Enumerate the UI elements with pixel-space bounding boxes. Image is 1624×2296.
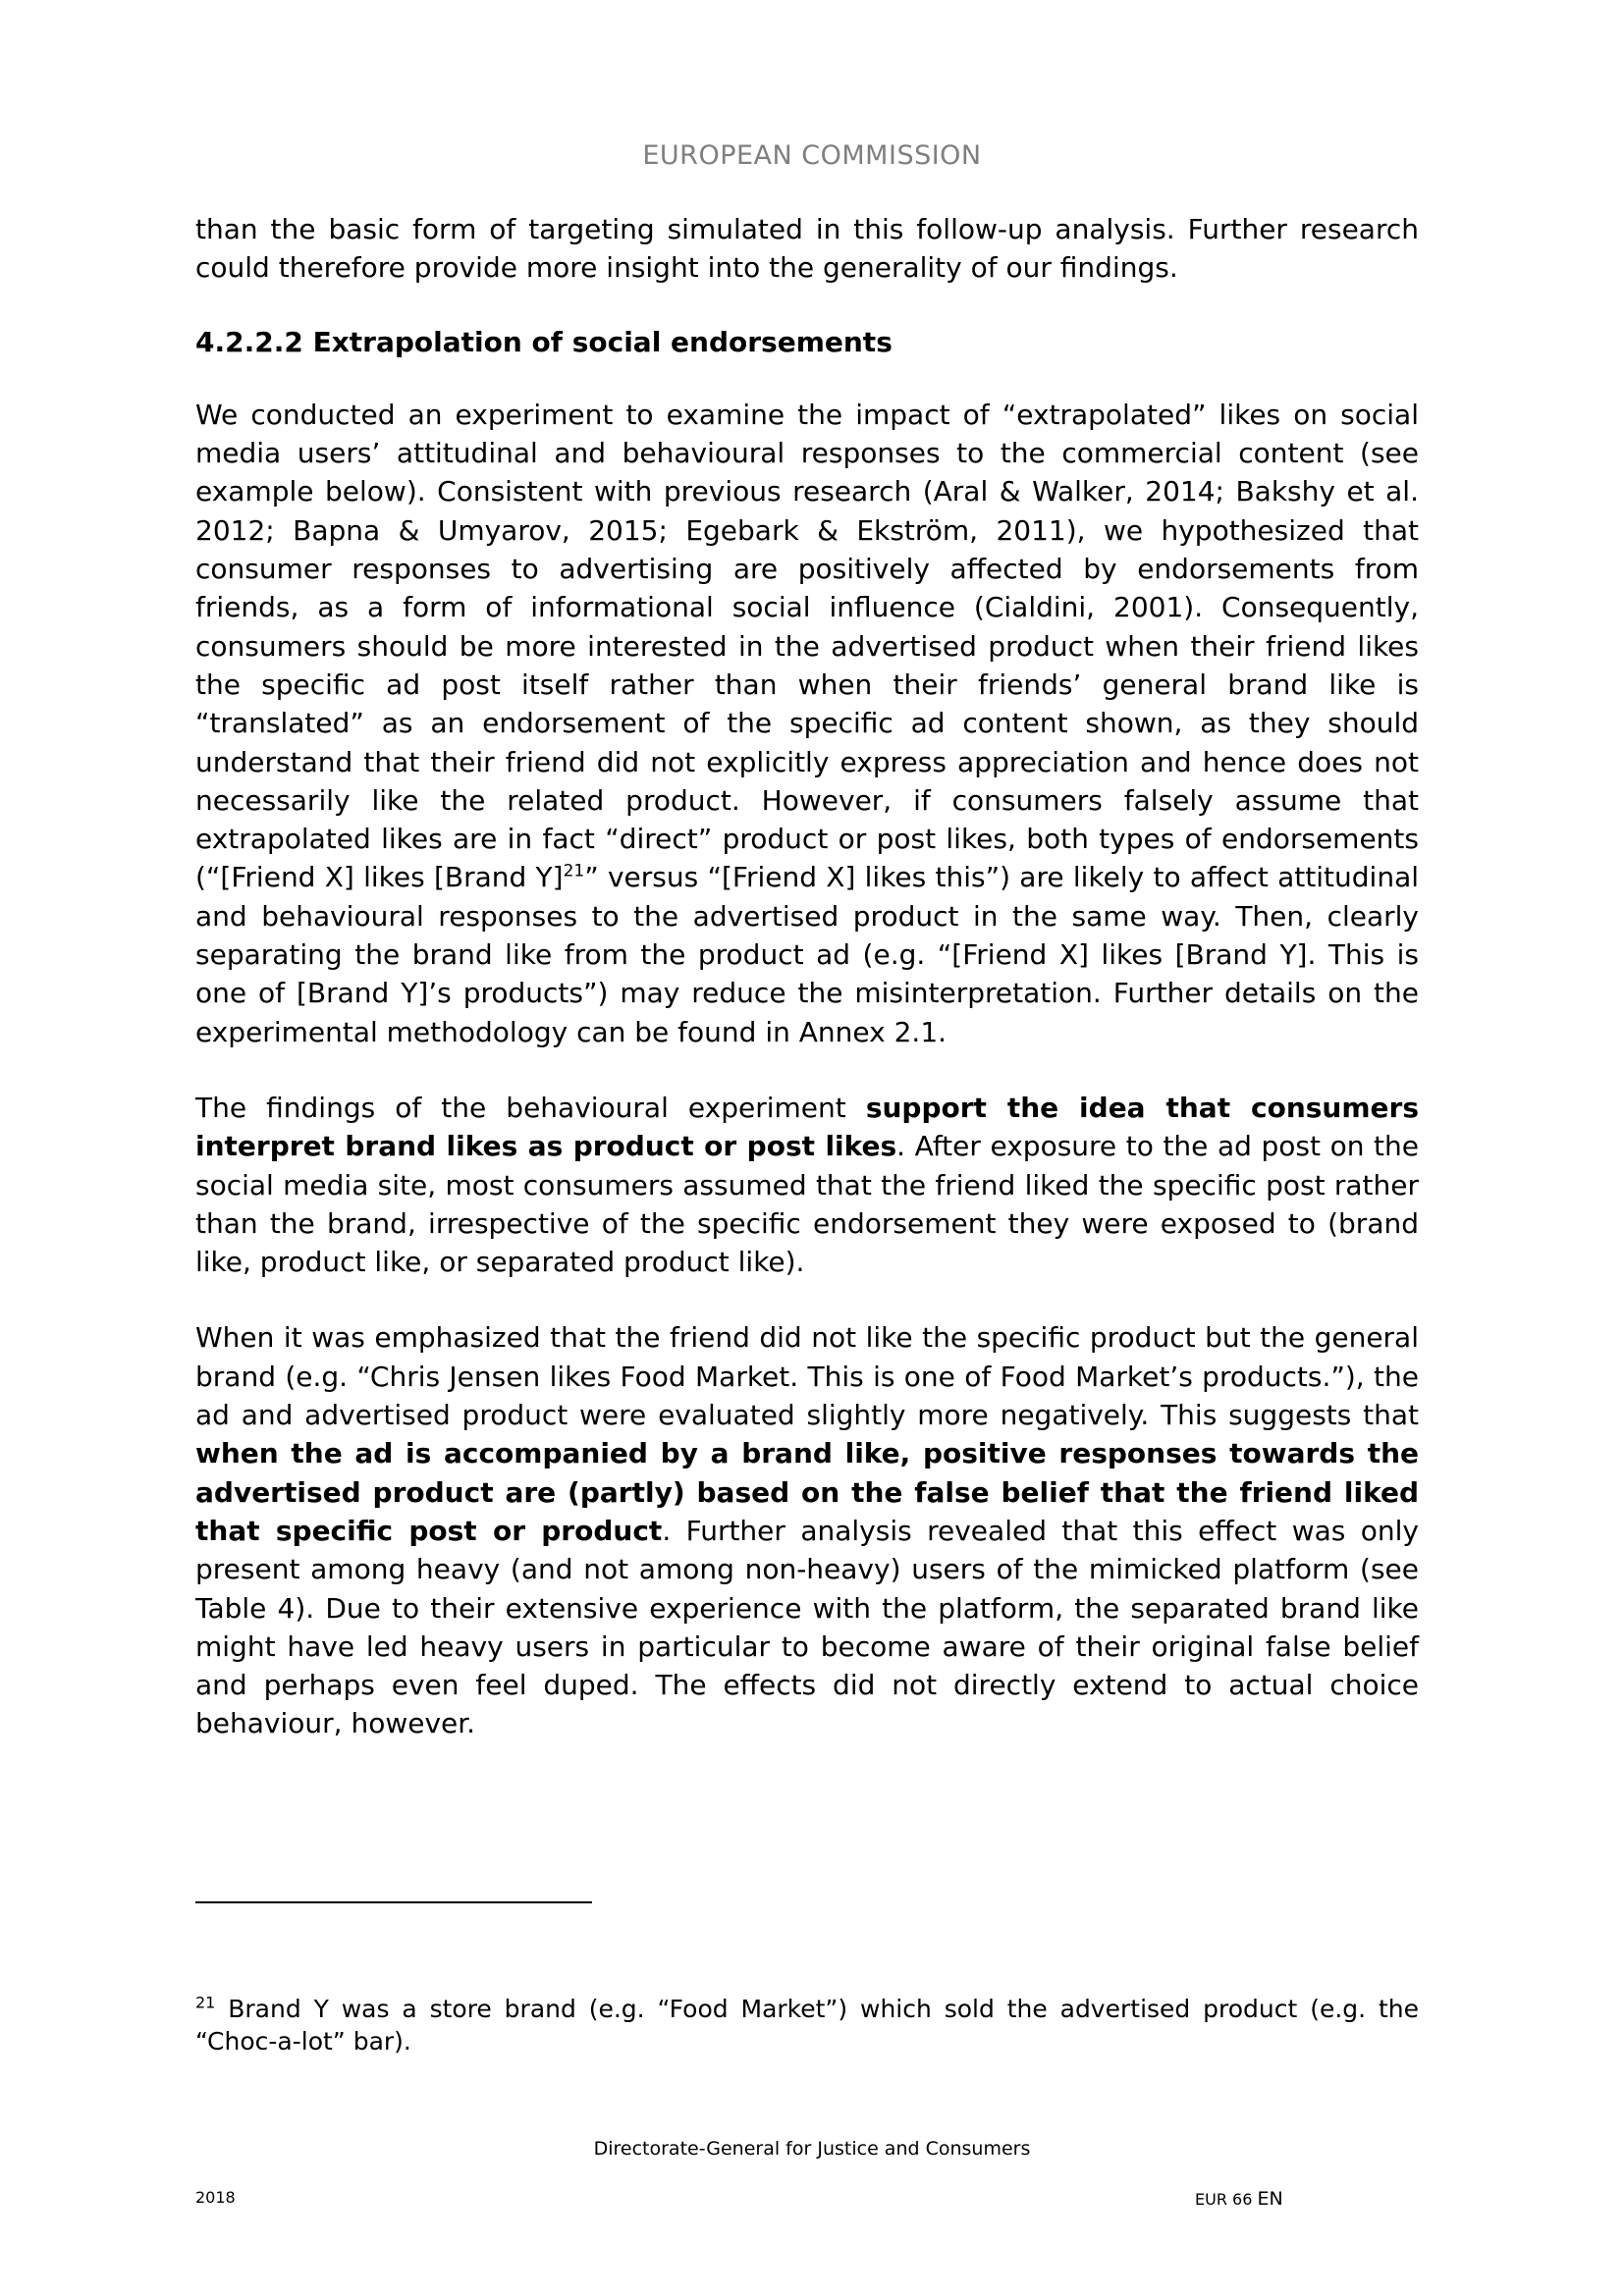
- paragraph-findings: [195, 1089, 1419, 1281]
- paragraph-brand-like: [195, 1318, 1419, 1742]
- paragraph-hypothesis: [195, 396, 1419, 1051]
- paragraph-text: We conducted an experiment to examine the impact of “extrapolated” likes on social media users’ attitudinal and behavioural responses to the commercial content (see example below). Consistent with previous research (Aral & Walker, 2014; Bakshy et al. 2012; Bapna & Umyarov, 2015; Egebark & Ekström, 2011), we hypothesized that consumer responses to advertising are positively affected by endorsements from friends, as a form of informational social influence (Cialdini, 2001). Consequently, consumers should be more interested in the advertised product when their friend likes the specific ad post itself rather than when their friends’ general brand like is “translated” as an endorsement of the specific ad content shown, as they should understand that their friend did not explicitly express appreciation and hence does not necessarily like the related product. However, if consumers falsely assume that extrapolated likes are in fact “direct” product or post likes, both types of endorsements (“[Friend X] likes [Brand Y]: [195, 398, 1419, 894]
- footer-code: [1195, 2188, 1283, 2210]
- paragraph-text: When it was emphasized that the friend did not like the specific product but the general brand (e.g. “Chris Jensen likes Food Market. This is one of Food Market’s products.”), the ad and advertised product were evaluated slightly more negatively. This suggests that: [195, 1321, 1419, 1432]
- footer-lang: EN: [1257, 2188, 1283, 2210]
- page-header: EUROPEAN COMMISSION: [642, 140, 982, 171]
- paragraph-text: . Further analysis revealed that this effect was only present among heavy (and not among non-heavy) users of the mimicked platform (see Table 4). Due to their extensive experience with the platform, the separated brand like might have led heavy users in particular to become aware of their original false belief and perhaps even feel duped. The effects did not directly extend to actual choice behaviour, however.: [195, 1514, 1419, 1740]
- main-content: [195, 210, 1419, 1743]
- footnote-ref[interactable]: 21: [563, 862, 585, 882]
- paragraph-text: The findings of the behavioural experiment: [195, 1091, 866, 1124]
- intro-paragraph: than the basic form of targeting simulated in this follow-up analysis. Further research could therefore provide more insight into the generality of our findings.: [195, 213, 1419, 285]
- footer-year: 2018: [195, 2188, 236, 2207]
- section-heading: 4.2.2.2 Extrapolation of social endorsements: [195, 325, 893, 358]
- emphasis-text: support the idea that consumers interpret brand likes as product or post likes: [195, 1091, 1419, 1163]
- footer-directorate: Directorate-General for Justice and Consumers: [593, 2138, 1031, 2160]
- footer-code-number: EUR 66: [1195, 2190, 1253, 2209]
- footnote-divider: [195, 1901, 592, 1903]
- emphasis-text: when the ad is accompanied by a brand like, positive responses towards the advertised product are (partly) based on the false belief that the friend liked that specific post or product: [195, 1437, 1419, 1547]
- paragraph-text: . After exposure to the ad post on the social media site, most consumers assumed that the friend liked the specific post rather than the brand, irrespective of the specific endorsement they were exposed to (brand like, product like, or separated product like).: [195, 1130, 1419, 1279]
- paragraph-text: ” versus “[Friend X] likes this”) are likely to affect attitudinal and behavioural responses to the advertised product in the same way. Then, clearly separating the brand like from the product ad (e.g. “[Friend X] likes [Brand Y]. This is one of [Brand Y]’s products”) may reduce the misinterpretation. Further details on the experimental methodology can be found in Annex 2.1.: [195, 861, 1420, 1048]
- footnote-text: Brand Y was a store brand (e.g. “Food Market”) which sold the advertised product (e.g. the “Choc-a-lot” bar).: [195, 1995, 1419, 2056]
- footnote: [195, 1993, 1419, 2057]
- footnote-number: 21: [195, 1993, 216, 2012]
